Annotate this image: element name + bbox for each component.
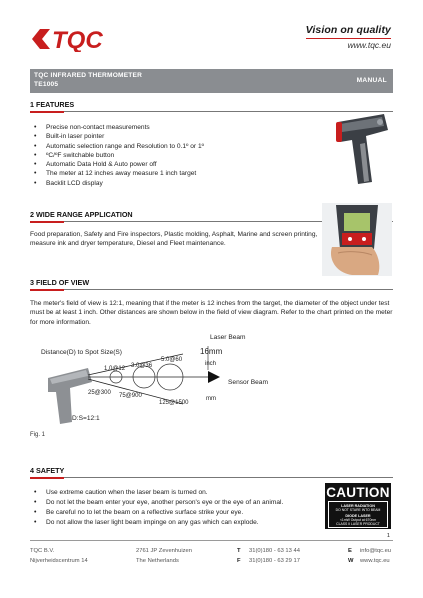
brand-text: TQC	[52, 27, 103, 52]
tagline-rule	[306, 38, 391, 39]
spot-size-label: 16mm	[200, 347, 223, 356]
thermometer-side-image	[332, 108, 392, 188]
email-key: E	[348, 548, 352, 554]
footer-phone: 31(0)180 - 63 13 44	[249, 548, 300, 554]
spot-label-inch-1: 1.0@12	[104, 366, 126, 372]
tqc-logo	[30, 26, 126, 52]
application-text: Food preparation, Safety and Fire inspectors, Plastic molding, Asphalt, Marine and screen printing, measure ink and dryer temperature, Diesel and Fleet maintenance.	[30, 231, 318, 248]
footer-email[interactable]: info@tqc.eu	[360, 548, 392, 554]
list-item: • Do not let the beam enter your eye, another person's eye or the eye of an animal.	[30, 498, 322, 508]
field-of-view-heading-text: 3 FIELD OF VIEW	[30, 278, 90, 287]
list-item: • Automatic selection range and Resolution to 0.1º or 1º	[30, 142, 310, 151]
caution-line: DIODE LASER	[345, 513, 371, 518]
sensor-beam-label: Sensor Beam	[228, 379, 268, 386]
list-item: • Be careful no to let the beam on a reflective surface strike your eye.	[30, 508, 322, 518]
footer-contact	[348, 547, 391, 566]
header-website[interactable]: www.tqc.eu	[347, 40, 391, 50]
heading-accent	[30, 289, 64, 291]
features-list	[30, 123, 310, 188]
caution-sign	[325, 483, 391, 529]
spot-label-inch-2: 3.0@36	[131, 363, 153, 369]
mm-label: mm	[206, 396, 216, 402]
caution-title: CAUTION	[326, 485, 390, 500]
laser-beam-label: Laser Beam	[210, 334, 246, 341]
title-band	[30, 69, 393, 93]
ratio-label: D:S=12:1	[72, 415, 100, 422]
tagline: Vision on quality	[305, 24, 391, 36]
safety-heading	[30, 466, 393, 478]
footer-street: Nijverheidscentrum 14	[30, 557, 88, 564]
figure-caption: Fig. 1	[30, 432, 46, 438]
title-line-2: TE1005	[34, 80, 59, 88]
field-of-view-text: The meter's field of view is 12:1, meaning that if the meter is 12 inches from the target, the diameter of the object under test must be at least 1 inch. Other distances are shown below in the field of view diagram. Refer to the chart printed on the meter for more information.	[30, 300, 393, 326]
safety-list	[30, 488, 322, 528]
footer-phone-fax	[237, 547, 300, 566]
footer-fax: 31(0)180 - 63 29 17	[249, 557, 300, 564]
list-item: • Precise non-contact measurements	[30, 123, 310, 132]
caution-line: CLASS II LASER PRODUCT	[336, 522, 380, 527]
distance-label: Distance(D) to Spot Size(S)	[41, 349, 122, 356]
list-item: • Automatic Data Hold & Auto power off	[30, 160, 310, 169]
safety-heading-text: 4 SAFETY	[30, 466, 65, 475]
title-line-1: TQC INFRARED THERMOMETER	[34, 72, 143, 79]
field-of-view-diagram	[30, 332, 393, 432]
thermometer-hand-image	[322, 203, 392, 276]
footer-country: The Netherlands	[136, 557, 179, 564]
features-heading-text: 1 FEATURES	[30, 100, 75, 109]
heading-accent	[30, 111, 64, 113]
footer-company: TQC B.V.	[30, 548, 55, 554]
field-of-view-heading	[30, 278, 393, 290]
footer-city	[136, 547, 192, 566]
manual-label: MANUAL	[356, 77, 387, 84]
spot-label-mm-2: 75@900	[119, 393, 142, 399]
fax-key: F	[237, 557, 241, 564]
list-item: • ºC/ºF switchable button	[30, 151, 310, 160]
web-key: W	[348, 557, 354, 564]
caution-box	[328, 501, 388, 528]
tagline-block	[306, 24, 391, 50]
caution-line: <1mW Output at 670nm	[339, 518, 377, 523]
list-item: • The meter at 12 inches away measure 1 inch target	[30, 169, 310, 178]
footer-address	[30, 547, 88, 566]
spot-label-mm-3: 125@1500	[159, 400, 189, 406]
caution-line: LASER RADIATION	[341, 504, 375, 508]
spot-label-inch-3: 5.0@60	[161, 357, 183, 363]
footer	[30, 540, 393, 571]
footer-postal: 2761 JP Zevenhuizen	[136, 548, 192, 554]
inch-label: inch	[205, 361, 217, 367]
list-item: • Built-in laser pointer	[30, 132, 310, 141]
caution-line: DO NOT STARE INTO BEAM	[335, 508, 381, 513]
list-item: • Backlit LCD display	[30, 179, 310, 188]
phone-key: T	[237, 548, 241, 554]
heading-accent	[30, 221, 64, 223]
footer-web[interactable]: www.tqc.eu	[360, 557, 390, 564]
spot-label-mm-1: 25@300	[88, 390, 111, 396]
list-item: • Do not allow the laser light beam impinge on any gas which can explode.	[30, 518, 322, 528]
page-number: 1	[386, 533, 390, 539]
document-title	[34, 72, 142, 89]
application-heading-text: 2 WIDE RANGE APPLICATION	[30, 210, 133, 219]
heading-accent	[30, 477, 64, 479]
list-item: • Use extreme caution when the laser beam is turned on.	[30, 488, 322, 498]
